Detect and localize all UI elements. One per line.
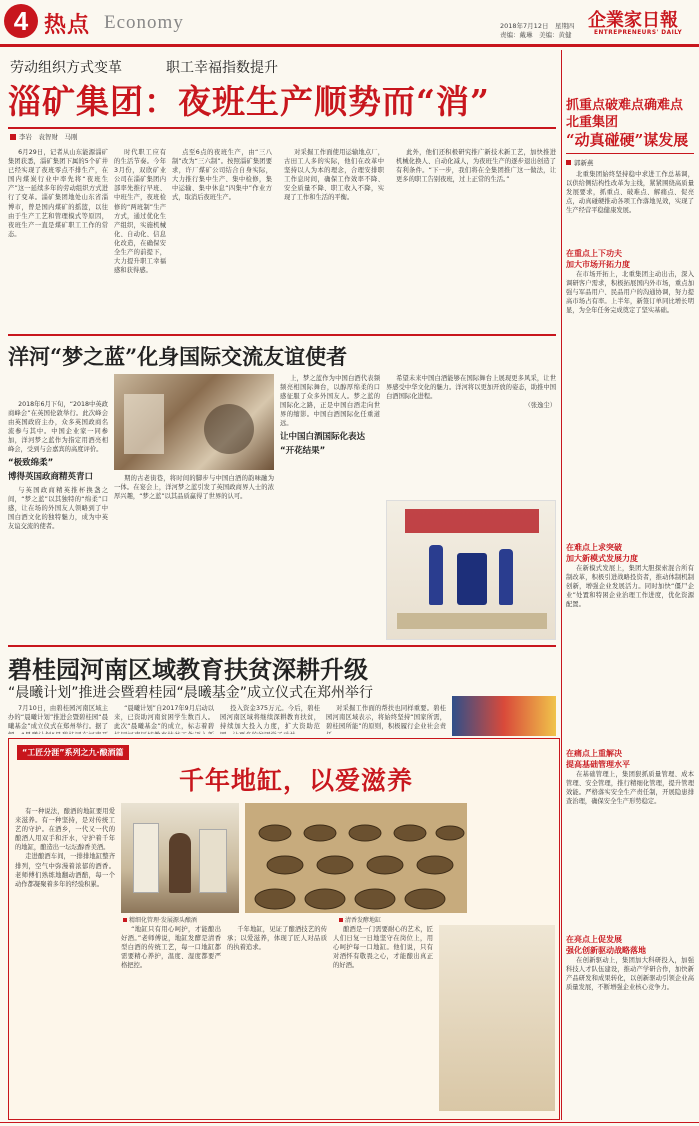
- article2-column-2: 期的古老街巷，将时间的脚步与中国白酒的韵味融为一体。在宴会上，洋河梦之蓝引发了英国政商界人士的浓厚兴趣，“梦之蓝”以其品质赢得了世界的认可。: [114, 475, 274, 501]
- page-bottom-rule: [0, 1122, 699, 1123]
- article4-photo-3: [439, 925, 555, 1111]
- article4-series-label: “工匠分涯”系列之九·酿酒篇: [17, 745, 129, 760]
- sidebar-subhead-3b: 提高基础管理水平: [566, 760, 630, 769]
- article2-subhead-1b: 博得英国政商精英青口: [8, 471, 94, 482]
- article4-photo-2-caption: 清香发酵地缸: [339, 915, 381, 924]
- newspaper-logo: 企業家日報: [588, 10, 678, 31]
- sidebar-subhead-4: 在亮点上促发展: [566, 935, 622, 944]
- editor-credits: 责编：戴琳 美编：黄健: [500, 31, 572, 39]
- sidebar-subhead-1b: 加大市场开拓力度: [566, 260, 630, 269]
- sidebar-article: [566, 97, 694, 1086]
- masthead: [0, 0, 699, 46]
- section-title: 热点: [44, 12, 91, 38]
- article2-headline: 洋河“梦之蓝”化身国际交流友谊使者: [8, 344, 348, 369]
- article3-photo-ceremony: [452, 696, 556, 736]
- article1-byline: 李岩 袁智财 马刚: [10, 132, 78, 141]
- article1-rule: [8, 127, 556, 129]
- article3-column-4: 对采掘工作面的帮扶也同样重要。碧桂园河南区域表示，将始终坚持“国家所需，碧桂园所能”的原则，积极履行企业社会责: [326, 705, 446, 731]
- article1-column-5: 此外，他们还积极研究推广新技术新工艺，加快推进机械化换人、自动化减人，为夜班生产的逐步退出创造了有利条件。“下一步，我们将在全集团推广这一做法，让更多的职工告别夜班，过上正常的生活。”: [396, 149, 556, 184]
- byline-marker-icon: [566, 160, 571, 165]
- sidebar-byline: 郭新燕: [566, 158, 694, 167]
- article4-box: [8, 738, 560, 1120]
- article3-headline: 碧桂园河南区域教育扶贫深耕升级: [8, 655, 368, 684]
- sidebar-section-2: 在新模式发展上，集团大胆探索混合所有制改革，积极引进战略投资者，推动体制机制创新，增强企业发展活力。同时加快“僵尸企业”处置和特困企业治理工作进度，优化资源配置。: [566, 565, 694, 609]
- sidebar-divider: [561, 50, 562, 1120]
- article2-subhead-2b: “开花结果”: [280, 445, 326, 456]
- article1-column-1: 6月29日，记者从山东能源淄矿集团获悉，淄矿集团下属的5个矿井已经实现了夜班零点不排生产，在国内煤炭行业中率先将“夜班生产”这一延续多年的劳动组织方式进行了变革。淄矿集团地处山东省淄博市，曾是国内煤矿的摇篮，以往由于生产工艺和管理模式等原因，夜班生产一直是煤矿职工工作的常态。: [8, 149, 108, 238]
- article1-column-4: 对采掘工作面使用运输地点厂，古田工人多的实际，他们在改革中坚持以人为本的理念，合理安排职工作息时间，确保工作效率不降、安全质量不降、职工收入不降，实现了工作和生活的平衡。: [284, 149, 384, 202]
- newspaper-logo-en: ENTREPRENEURS' DAILY: [594, 30, 683, 36]
- article4-column-1: 有一种说法，酿酒的地缸要用爱来滋养。有一种坚持，是对传统工艺的守护。在酒乡，一代又一代的酿酒人用双手和汗水，守护着千年的地缸，酿造出一坛坛醇香美酒。 走进酿酒车间，一排排地缸整齐排列，空气中弥漫着浓郁的酒香。老师傅们熟练地翻动酒醅，每一个动作都凝聚着多年的经验积累。: [15, 808, 115, 888]
- article3-column-2: “晨曦计划”自2017年9月启动以来，已资助河南贫困学生数百人。此次“晨曦基金”的成立，标志着碧: [114, 705, 214, 731]
- sidebar-section-4: 在创新驱动上，集团加大科研投入，加强科技人才队伍建设，推动产学研合作，加快新产品研发和成果转化，以创新驱动引领企业高质量发展，不断增强企业核心竞争力。: [566, 957, 694, 992]
- article4-photo-2: [245, 803, 467, 913]
- article2-source: （张逸尘）: [524, 402, 556, 410]
- article1-kicker-1: 劳动组织方式变革: [10, 60, 122, 76]
- issue-date: 2018年7月12日 星期四: [500, 22, 575, 30]
- caption-marker-icon: [339, 918, 343, 922]
- article2-column-4: 希望未来中国白酒能够在国际舞台上展现更多风采，让世界感受中华文化的魅力。洋河将以更加开放的姿态，助推中国白酒国际化进程。 （张逸尘）: [386, 375, 556, 410]
- page-number: 4: [4, 4, 38, 38]
- caption-marker-icon: [123, 918, 127, 922]
- section-title-en: Economy: [104, 12, 184, 33]
- article3-column-3: 投入资金375万元。今后，碧桂园河南区域将继续深耕教育扶贫，持续加大投入力度，扩大资助范: [220, 705, 320, 731]
- sidebar-subhead-4b: 强化创新驱动战略落地: [566, 946, 646, 955]
- article2-subhead-2: 让中国白酒国际化表达: [280, 431, 366, 442]
- sidebar-title-2: “动真碰硬”谋发展: [566, 131, 689, 149]
- sidebar-section-1: 在市场开拓上，北重集团主动出击，深入调研客户需求，积极拓展国内外市场，重点加强与军品用户、民品用户的沟通协调，努力提高市场占有率。上半年，新签订单同比增长明显，为全年任务完成奠定了坚实基础。: [566, 271, 694, 315]
- article1-kicker-2: 职工幸福指数提升: [166, 60, 278, 76]
- article2-photo-product: [386, 500, 556, 640]
- wine-jar-pit-illustration: [245, 803, 467, 913]
- article3-subhead: “晨曦计划”推进会暨碧桂园“晨曦基金”成立仪式在郑州举行: [8, 685, 374, 701]
- article4-photo-1: [121, 803, 239, 913]
- article4-column-4: 酿酒是一门需要耐心的艺术，匠人们日复一日地坚守在岗位上，用心呵护每一口地缸。他们说，只有对酒怀有敬畏之心，才能酿出真正的好酒。: [333, 926, 433, 970]
- article4-column-2: “地缸只有用心呵护，才能酿出好酒。”老师傅说，地缸发酵是清香型白酒的传统工艺，每一口地缸都需要精心养护，温度、湿度都要严格把控。: [121, 926, 221, 970]
- article2-column-1: 2018年6月下旬，“2018中英政商峰会”在英国伦敦举行。此次峰会由英国政府主办，众多英国政商名流参与其中。中国企业家一同参加，洋河梦之蓝作为指定用酒亮相峰会，受到与会嘉宾的高度评价。 “极致绵柔” 博得英国政商精英青口 与英国政商精英推杯换盏之间，“梦之蓝”以其独特的“绵柔”口感，让在场的外国友人领略到了中国白酒文化的独特魅力，成为中英友谊交流的使者。: [8, 401, 108, 530]
- sidebar-subhead-2b: 加大新模式发展力度: [566, 554, 638, 563]
- date-block: [500, 22, 574, 40]
- sidebar-subhead-3: 在痛点上重解决: [566, 749, 622, 758]
- masthead-rule: [0, 44, 699, 47]
- article1-column-2: 时代职工应有的生活节奏。今年3月份，双欣矿业公司在淄矿集团内部率先推行早班、中班生产，夜班检修的“两班制”生产方式，通过优化生产组织，实施机械化、自动化、信息化改造，在确保安全生产的前提下，大力提升职工幸福感和获得感。: [114, 149, 166, 275]
- sidebar-kicker: 抓重点破难点确难点: [566, 98, 684, 113]
- sidebar-subhead-2: 在难点上求突破: [566, 543, 622, 552]
- sidebar-section-3: 在基础管理上，集团狠抓质量管理、成本管理、安全管理，推行精细化管理，提升管理效能。严格落实安全生产责任制，开展隐患排查治理，确保安全生产形势稳定。: [566, 771, 694, 806]
- article2-top-rule: [8, 334, 556, 336]
- sidebar-subhead-1: 在重点上下功夫: [566, 249, 622, 258]
- article1-headline: 淄矿集团：夜班生产顺势而“消”: [8, 82, 490, 121]
- article2-column-3: 上，梦之蓝作为中国白酒代表频频亮相国际舞台，以醇厚绵柔的口感征服了众多外国友人。梦之蓝的国际化之路，正是中国白酒走向世界的缩影。中国白酒国际化任重道远。 让中国白酒国际化表达 “开花结果”: [280, 375, 380, 456]
- sidebar-intro: 北重集团始终坚持稳中求进工作总基调，以供给侧结构性改革为主线，紧紧围绕高质量发展要求，抓重点、破难点、解痛点、促亮点，动真碰硬推动各项工作落地见效，实现了生产经营平稳健康发展。: [566, 171, 694, 215]
- article4-headline: 千年地缸，以爱滋养: [179, 766, 414, 795]
- sidebar-title-1: 北重集团: [566, 115, 619, 130]
- article1-column-3: 点至6点的夜班生产，由“三八制”改为“三六制”。按照淄矿集团要求，许厂煤矿公司结合自身实际，大力推行集中生产、集中检修，集中运输、集中休息“四集中”作业方式，取消后夜班生产。: [172, 149, 272, 202]
- sidebar-rule: [566, 153, 694, 154]
- byline-marker-icon: [10, 134, 16, 140]
- article4-column-3: 千年地缸，见证了酿酒技艺的传承；以爱滋养，体现了匠人对品质的执着追求。: [227, 926, 327, 952]
- article4-photo-1-caption: 精细化管理·发展源头酿酒: [123, 915, 197, 924]
- article3-column-1: 7月10日，由碧桂园河南区域主办的“晨曦计划”推进会暨碧桂园“晨曦基金”成立仪式在郑州举行。据了: [8, 705, 108, 731]
- article3-top-rule: [8, 645, 556, 647]
- article2-photo-event: [114, 374, 274, 470]
- article2-subhead-1: “极致绵柔”: [8, 457, 54, 468]
